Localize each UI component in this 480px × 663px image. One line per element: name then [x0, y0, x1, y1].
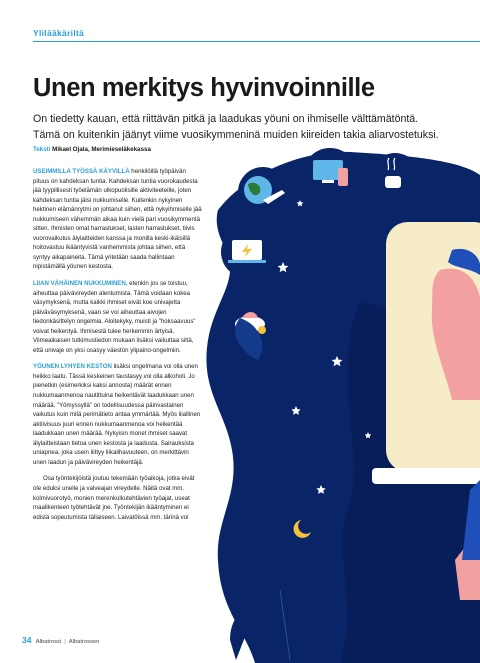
paragraph-1-text: henkilöillä työpäivän pituus on kahdeksan tuntia. Kahdeksan tuntia vuorokaudesta jää tyypillisesti työelämän ulkopuolisille aktiviteeteille, joten kahdeksan tuntia jäisi nukkumiselle. Kuitenkin nykyinen hektinen elämänrytmi on johtanut siihen, että nykyihmiselle jää nukkumiseen vähemmän aikaa kuin vielä pari vuosikymmentä sitten. Ihmisten omat harrastukset, lasten harrastukset, tiivis vuorovaikutus älylaitteiden kanssa ja monilla keski-ikäisillä hoitovastuu ikääntyvistä vanhemmista johtaa siihen, että syntyy aikapaineita. Tämä yritetään saada hallintaan nipistämällä yöunen kestosta. — [33, 168, 202, 271]
page-footer — [22, 635, 99, 645]
phone-screen — [386, 222, 480, 472]
publication-name-sv: Albatrossen — [68, 639, 100, 645]
page-number: 34 — [22, 635, 32, 645]
night-sky-blob — [206, 152, 480, 663]
coffee-cup-icon — [370, 153, 420, 203]
paragraph-3-lead-in: YÖUNEN LYHYEN KESTON — [33, 363, 112, 371]
devices-icon — [303, 148, 357, 202]
paragraph-4 — [33, 474, 203, 522]
footer-separator: | — [64, 639, 66, 645]
header-rule — [33, 41, 480, 42]
publication-name: Albatrossi — [35, 639, 62, 645]
byline-label: Teksti — [33, 146, 51, 153]
paragraph-4-text: Osa työntekijöistä joutuu tekemään työaikoja, jotka eivät ole eduksi unelle ja valveajan vireydelle. Näitä ovat mm. kolmivuorotyö, monien merenkulkutehtävien työajat, useat maalikenteen työtehtävät jne. Työntekijän ikääntyminen ei edistä sopeutumista tällaiseen. Laivatöissä mm. tärinä voi — [33, 475, 195, 521]
paragraph-3 — [33, 362, 203, 467]
paragraph-2-lead-in: LIIAN VÄHÄINEN NUKKUMINEN, — [33, 280, 128, 288]
paragraph-3-text: lisäksi ongelmana voi olla unen heikko laatu. Tässä keskeinen taustasyy voi olla alkoholi. Jo pienetkin (esimerkiksi kaksi annosta) määrät ennen nukkumaanmenoa nautittuina heikentävät laadukkaan unen määrää. ”Yömyssyllä” on todellisuudessa päinvastainen vaikutus kuin mitä perimätieto antaa ymmärtää. Myös liiallinen aktiivisuus juuri ennen nukkumaanmenoa voi heikentää laadukkaan unen määrää. Nykyisin monet ihmiset saavat älylaitteistaan tietoa unen kestosta ja laadusta. Sairauksista uniapnea, joka usein liittyy liikalihavuuteen, on merkittävin unen laadun ja päivävireyden heikentäjä. — [33, 363, 201, 466]
lead-line-1: On tiedetty kauan, että riittävän pitkä ja laadukas yöuni on ihmiselle välttämätöntä. — [33, 113, 419, 125]
byline — [33, 146, 151, 153]
paragraph-2 — [33, 279, 203, 355]
star-icon — [278, 200, 372, 494]
section-tag: Ylilääkäriltä — [33, 28, 85, 38]
lead-line-2: Tämä on kuitenkin jäänyt viime vuosikymmeninä muiden kiireiden takia aliarvostetuksi. — [33, 129, 439, 141]
globe-airplane-icon — [238, 167, 288, 217]
leaf-icon — [230, 318, 311, 663]
paragraph-1-lead-in: USEIMMILLA TYÖSSÄ KÄYVILLÄ — [33, 168, 130, 175]
moon-icon — [294, 520, 311, 538]
food-plate-icon — [224, 294, 276, 346]
article-body — [33, 167, 203, 529]
byline-author: Mikael Ojala, Merimieseläkekassa — [52, 146, 151, 153]
article-title: Unen merkitys hyvinvoinnille — [33, 74, 375, 102]
paragraph-1 — [33, 167, 203, 272]
laptop-lightning-icon — [221, 226, 273, 278]
article-lead — [33, 111, 473, 143]
paragraph-2-text: etenkin jos se toistuu, aiheuttaa päivävireyden alentumista. Tämä voidaan kokea väsymyksenä, mutta kaikki ihmiset eivät koe univajetta päiväväsymyksenä, vaan se voi aiheuttaa aivojen tiedonkäsittelyn ongelmia. Aloitekyky, muisti ja ”hoksaavuus” voivat heikentyä. Ihmisestä tulee herkemmin ärtyisä. Viimeaikaisen tutkimustiedon mukaan lisäksi vaikuttaa siltä, että univaje on yksi osasyy väestön ylipaino-ongelmiin. — [33, 280, 196, 354]
